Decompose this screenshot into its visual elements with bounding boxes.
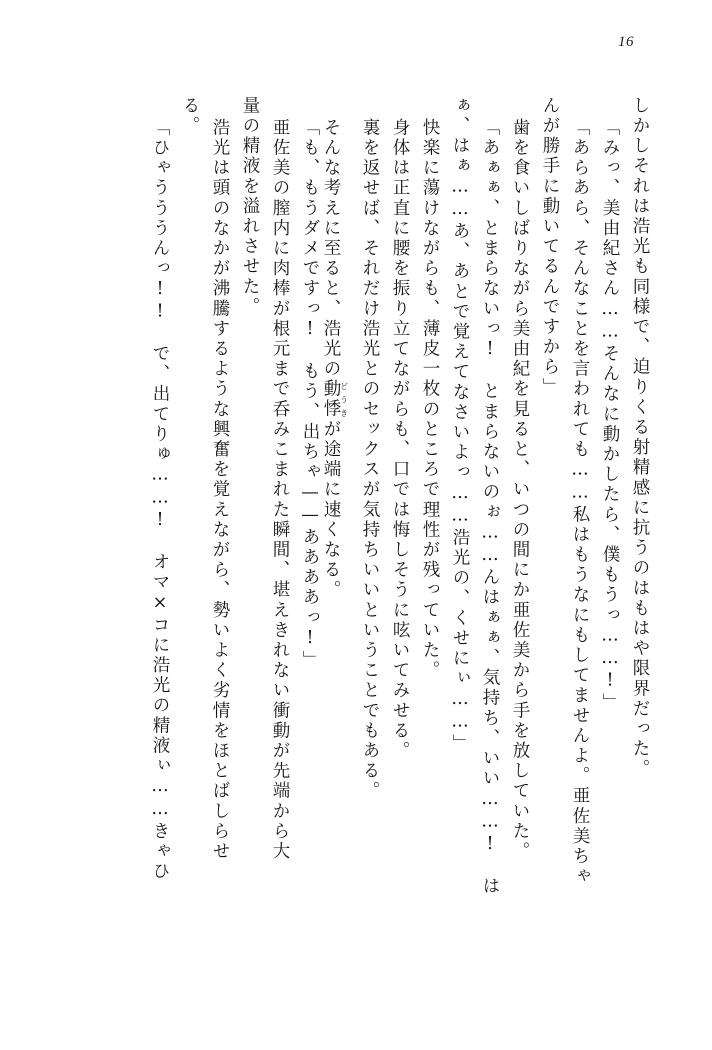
- text-line: 量の精液を溢れさせた。: [240, 96, 260, 318]
- text-line: ぁ、はぁ……あ、あとで覚えてなさいよっ……浩光の、くせにぃ……」: [450, 96, 470, 755]
- text-line: る。: [180, 96, 200, 137]
- text-line: 浩光は頭のなかが沸騰するような興奮を覚えながら、勢いよく劣情をほとばしらせ: [210, 118, 230, 862]
- text-line: 快楽に蕩けながらも、薄皮一枚のところで理性が残っていた。: [420, 118, 440, 681]
- text-line: 歯を食いしばりながら美由紀を見ると、いつの間にか亜佐美から手を放していた。: [510, 118, 530, 862]
- body-text-block: [64, 96, 648, 966]
- text-line: 亜佐美の膣内に肉棒が根元まで呑みこまれた瞬間、堪えきれない衝動が先端から大: [270, 118, 290, 862]
- text-line: 「みっ、美由紀さん……そんなに動かしたら、僕もうっ……!」: [600, 118, 620, 714]
- text-line: んが勝手に動いてるんですから」: [540, 96, 560, 398]
- text-line: 裏を返せば、それだけ浩光とのセックスが気持ちいいということでもある。: [360, 118, 380, 802]
- text-line: 「ひゃうううんっ!! で、出てりゅ……! オマ×コに浩光の精液ぃ……きゃひ: [150, 118, 170, 882]
- text-line: しかしそれは浩光も同様で、迫りくる射精感に抗うのはもはや限界だった。: [630, 96, 650, 780]
- text-line: 「も、もうダメですっ! もう、出ちゃ——ああああっ!」: [300, 118, 320, 671]
- text-line: そんな考えに至ると、浩光の動悸どうきが途端に速くなる。: [321, 118, 349, 601]
- text-line: 「あらあら、そんなことを言われても……私はもうなにもしてませんよ。亜佐美ちゃ: [570, 118, 590, 887]
- text-line: 身体は正直に腰を振り立てながらも、口では悔しそうに呟いてみせる。: [390, 118, 410, 762]
- text-line: 「あぁぁ、とまらないっ! とまらないのぉ……んはぁぁ、気持ち、いい……! は: [480, 118, 500, 897]
- page-number: 16: [618, 34, 634, 50]
